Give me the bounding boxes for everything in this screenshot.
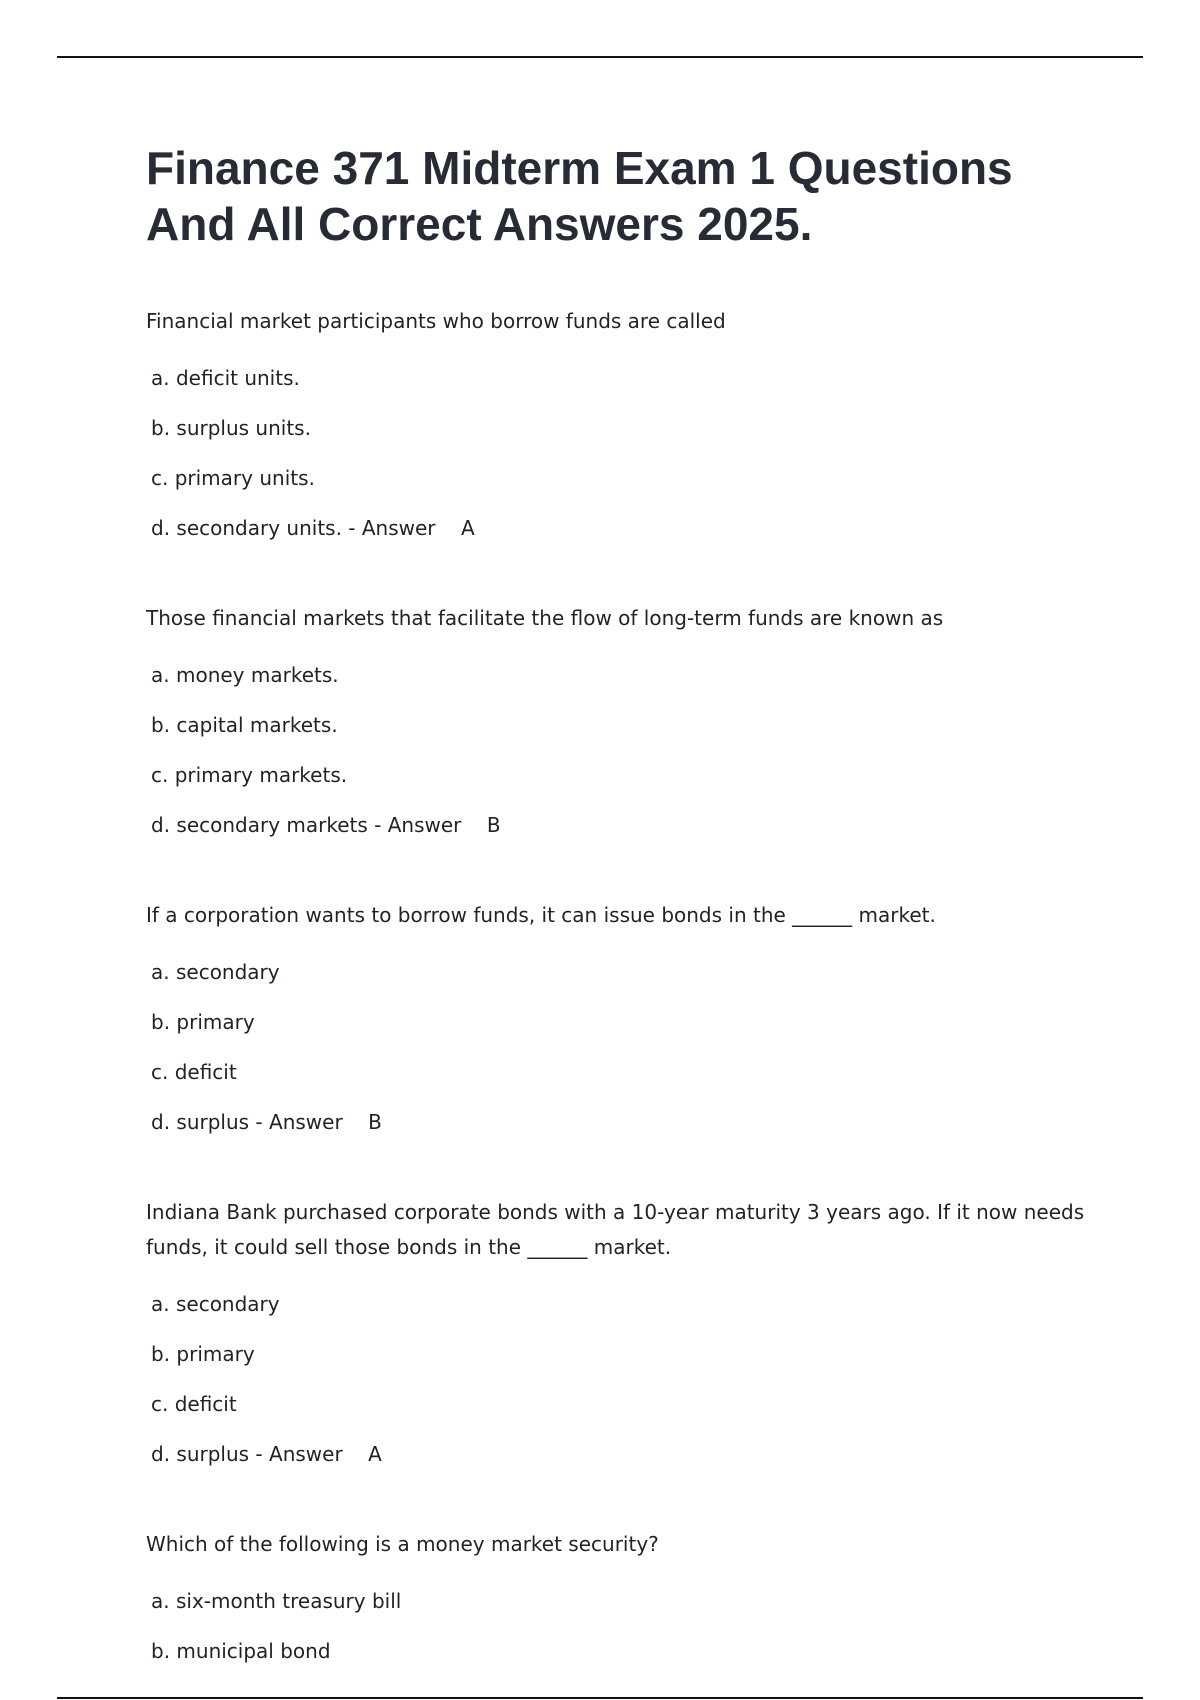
option-b: b. municipal bond [151,1639,331,1663]
option-b: b. primary [151,1010,255,1034]
question-5 [146,1527,1086,1676]
option-list [146,947,1086,1147]
option-c: c. primary units. [151,466,315,490]
option-d-with-answer [146,800,1086,850]
answer-letter: A [460,516,475,540]
question-prompt: Those financial markets that facilitate the flow of long-term funds are known as [146,606,944,630]
question-1 [146,304,1086,553]
option-list [146,1576,1086,1676]
option-d-text: d. surplus - Answer [151,1110,343,1134]
option-d-with-answer [146,1429,1086,1479]
option-c: c. primary markets. [151,763,348,787]
option-d-text: d. secondary units. - Answer [151,516,436,540]
document-title: Finance 371 Midterm Exam 1 Questions And All Correct Answers 2025. [146,142,1013,250]
option-d-with-answer [146,1097,1086,1147]
option-a: a. secondary [151,960,280,984]
question-prompt: If a corporation wants to borrow funds, it can issue bonds in the ______ market. [146,903,936,927]
bottom-rule [57,1697,1143,1699]
option-list [146,1279,1086,1479]
option-c: c. deficit [151,1060,237,1084]
option-a: a. secondary [151,1292,280,1316]
option-b: b. surplus units. [151,416,311,440]
option-b: b. primary [151,1342,255,1366]
question-4 [146,1195,1086,1479]
answer-letter: B [486,813,501,837]
answer-letter: A [368,1442,382,1466]
option-b: b. capital markets. [151,713,338,737]
top-rule [57,56,1143,58]
question-prompt: Which of the following is a money market security? [146,1532,659,1556]
option-d-text: d. surplus - Answer [151,1442,343,1466]
option-list [146,353,1086,553]
question-3 [146,898,1086,1147]
option-c: c. deficit [151,1392,237,1416]
option-a: a. money markets. [151,663,339,687]
question-2 [146,601,1086,850]
option-d-text: d. secondary markets - Answer [151,813,462,837]
question-prompt: Indiana Bank purchased corporate bonds with a 10-year maturity 3 years ago. If it now needs funds, it could sell those bonds in the ______ market. [146,1200,1085,1259]
option-a: a. six-month treasury bill [151,1589,402,1613]
document-body [146,140,1086,1676]
option-d-with-answer [146,503,1086,553]
option-list [146,650,1086,850]
answer-letter: B [368,1110,382,1134]
option-a: a. deficit units. [151,366,300,390]
question-prompt: Financial market participants who borrow funds are called [146,309,726,333]
